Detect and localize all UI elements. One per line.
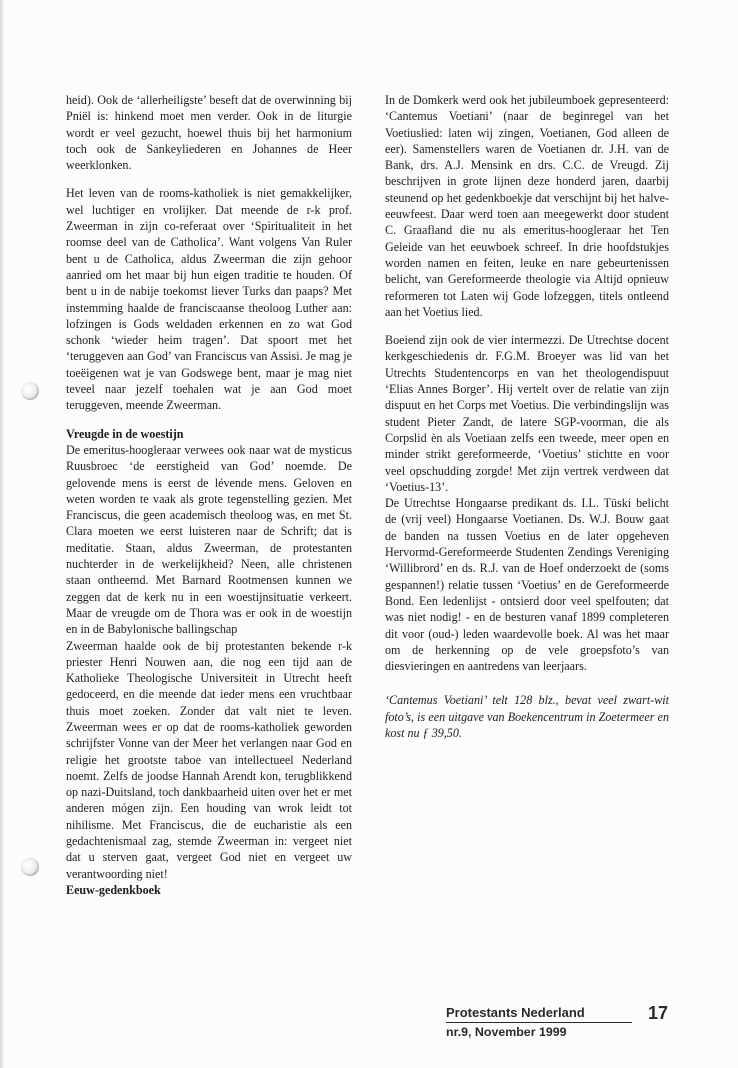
page-number: 17: [648, 1003, 669, 1023]
section-heading: Vreugde in de woestijn: [66, 426, 184, 441]
paragraph: Boeiend zijn ook de vier intermezzi. De Utrechtse docent kerkgeschiedenis dr. F.G.M. Broeyer was lid van het Utrechts Studentencorps en van het theologendispuut ‘Elias Annes Borger’. Hij vertelt over de relatie van zijn dispuut en het Corps met Voetius. Die verbindingslijn was student Pieter Zandt, de latere SGP-voorman, die als Corpslid èn als Voetiaan zelfs een tweede, meer open en minder strikt gereformeerde, ‘Voetius’ stichtte en voor veel opschudding zorgde! Met zijn vertrek verdween dat ‘Voetius-13’.: [385, 333, 669, 494]
book-caption: ‘Cantemus Voetiani’ telt 128 blz., bevat veel zwart-wit foto’s, is een uitgave van Boekencentrum in Zoetermeer en kost nu ƒ 39,50.: [385, 693, 669, 740]
issue-info: nr.9, November 1999: [446, 1025, 567, 1039]
paragraph: De Utrechtse Hongaarse predikant ds. I.L. Tüski belicht de (vrij veel) Hongaarse Voetianen. Ds. W.J. Bouw gaat de banden na tussen Voetius en de later opgeheven Hervormd-Gereformeerde Studenten Zendings Vereniging ‘Willibrord’ en ds. R.J. van de Hoef onderzoekt de (soms gespannen!) relatie tussen ‘Voetius’ en de Gereformeerde Bond. Een ledenlijst - ontsierd door veel spelfouten; dat was niet nodig! - en de besturen vanaf 1899 completeren dit voor (oud-) leden waardevolle boek. Al was het maar om de herkenning op de vele groepsfoto’s van diesvieringen en aantredens van leerjaars.: [385, 496, 669, 674]
section-heading: Eeuw-gedenkboek: [66, 882, 161, 897]
footer-rule: [446, 1022, 632, 1023]
publication-name: Protestants Nederland: [446, 1005, 585, 1020]
right-column: [385, 92, 669, 741]
page-edge: [0, 0, 4, 1068]
paragraph: Het leven van de rooms-katholiek is niet gemakkelijker, wel luchtiger en vrolijker. Dat meende de r-k prof. Zweerman in zijn co-referaat over ‘Spiritualiteit in het roomse deel van de Catholica’. Want volgens Van Ruler bent u de Catholica, aldus Zweerman die zijn gehoor aanried om het maar bij hun eigen traditie te houden. Of bent u in de nabije toekomst liever Turks dan paaps? Met instemming haalde de franciscaanse theoloog Luther aan: lofzingen is Gods weldaden erkennen en zo wat God schonk ‘wieder heim tragen’. Dat spoort met het ‘teruggeven aan God’ van Franciscus van Assisi. Je mag je toeëigenen wat je van Godswege bent, maar je mag niet teveel naar jezelf toehalen wat je aan God moet teruggeven, meende Zweerman.: [66, 186, 352, 413]
punch-hole: [21, 858, 39, 876]
paragraph: In de Domkerk werd ook het jubileumboek gepresenteerd: ‘Cantemus Voetiani’ (naar de beginregel van het Voetiuslied: laten wij zingen, Voetianen, God alleen de eer). Samenstellers waren de Voetianen dr. J.H. van de Bank, drs. A.J. Mensink en drs. C.C. de Vreugd. Zij beschrijven in grote lijnen deze honderd jaren, daarbij steunend op het gedenkboekje dat verschijnt bij het halve-eeuwfeest. Daar werd toen aan meegewerkt door student C. Graafland die nu als emeritus-hoogleraar het Ten Geleide van het eeuwboek schreef. In drie hoofdstukjes worden namen en feiten, leuke en nare gebeurtenissen belicht, van Gereformeerde theologie via Altijd opnieuw reformeren tot Laten wij Gode lofzeggen, titels ontleend aan het Voetius lied.: [385, 93, 669, 319]
footer: [446, 1005, 672, 1040]
paragraph: heid). Ook de ‘allerheiligste’ beseft dat de overwinning bij Pniël is: hinkend moet men verder. Ook in de liturgie wordt er veel gezucht, hoewel thuis bij het harmonium toch ook de Sankeyliederen en Johannes de Heer weerklonken.: [66, 93, 352, 173]
punch-hole: [21, 382, 39, 400]
left-column: [66, 92, 352, 898]
paragraph: De emeritus-hoogleraar verwees ook naar wat de mysticus Ruusbroec ‘de eerstigheid van God’ noemde. De gelovende mens is eerst de lévende mens. Geloven en weten worden te vaak als grote tegenstelling gezien. Met Franciscus, die geen academisch theoloog was, en met St. Clara moeten we eerst luisteren naar de Schrift; dat is meditatie. Staan, aldus Zweerman, de protestanten nuchterder in de werkelijkheid? Neen, alle christenen staan ontheemd. Met Barnard Rootmensen kunnen we zeggen dat de kerk nu in een woestijnsituatie verkeert. Maar de vreugde om de Thora was er ook in de woestijn en in de Babylonische ballingschap: [66, 442, 352, 637]
paragraph: Zweerman haalde ook de bij protestanten bekende r-k priester Henri Nouwen aan, die nog een tijd aan de Katholieke Theologische Universiteit in Utrecht heeft gedoceerd, en die meende dat ieder mens een vruchtbaar thuis moet zoeken. Zonder dat valt niet te leven. Zweerman wees er op dat de rooms-katholiek geworden schrijfster Vonne van der Meer het verlangen naar God en religie het grootste taboe van intellectueel Nederland noemt. Zelfs de joodse Hannah Arendt kon, terugblikkend op nazi-Duitsland, toch dankbaarheid uiten over het er met anderen mógen zijn. Een houding van wrok leidt tot nihilisme. Met Franciscus, die de eucharistie als een gedachtenismaal zag, stemde Zweerman in: vergeet niet dat u sterven gaat, vergeet God niet en vergeet uw verantwoording niet!: [66, 638, 352, 881]
